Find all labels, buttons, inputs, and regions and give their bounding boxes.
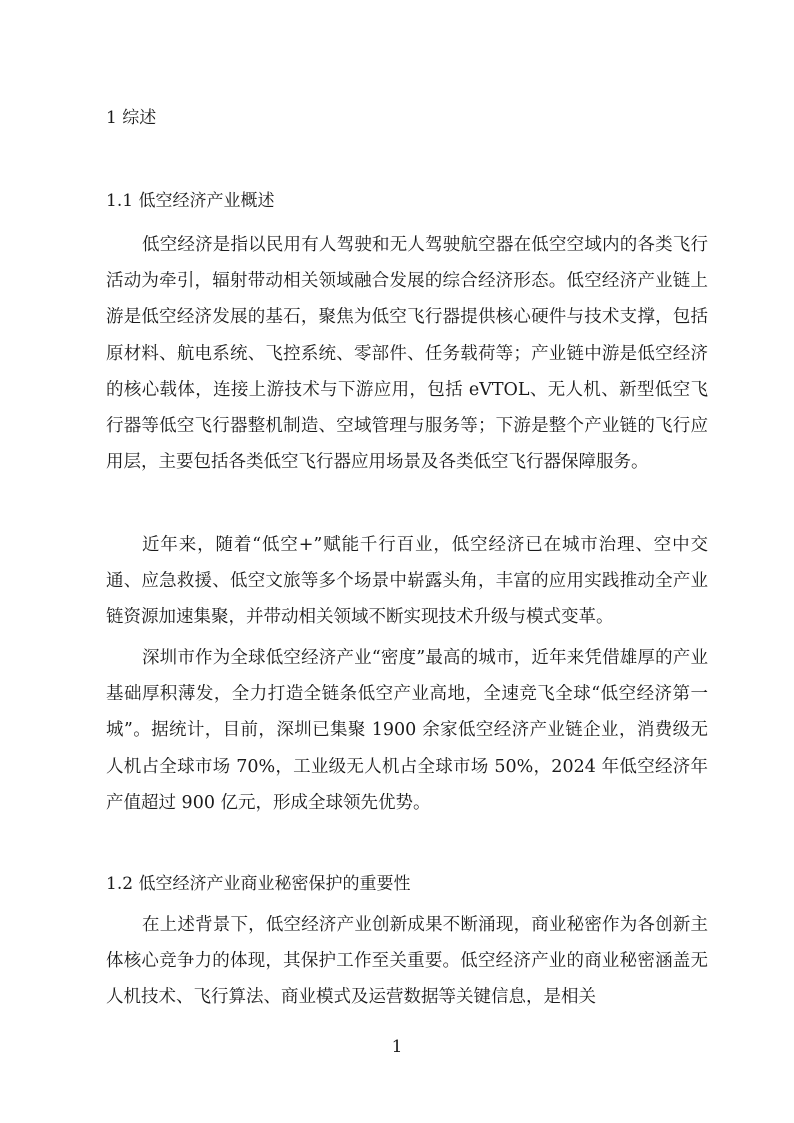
- paragraph-shenzhen: 深圳市作为全球低空经济产业“密度”最高的城市，近年来凭借雄厚的产业基础厚积薄发，全力打造全链条低空产业高地，全速竞飞全球“低空经济第一城”。据统计，目前，深圳已集聚 1900 余家低空经济产业链企业，消费级无人机占全球市场 70%，工业级无人机占全球市场 50%，2024 年低空经济年产值超过 900 亿元，形成全球领先优势。: [106, 648, 708, 813]
- paragraph-trade-secret-importance: 在上述背景下，低空经济产业创新成果不断涌现，商业秘密作为各创新主体核心竞争力的体现，其保护工作至关重要。低空经济产业的商业秘密涵盖无人机技术、飞行算法、商业模式及运营数据等关键信息，是相关: [106, 915, 708, 1008]
- page-number: 1: [391, 1037, 403, 1057]
- section-heading-1-2: 1.2 低空经济产业商业秘密保护的重要性: [106, 874, 411, 894]
- section-heading-1-1: 1.1 低空经济产业概述: [106, 191, 275, 211]
- section-heading-1: 1 综述: [106, 108, 157, 128]
- paragraph-industry-overview: 低空经济是指以民用有人驾驶和无人驾驶航空器在低空空域内的各类飞行活动为牵引，辐射带动相关领域融合发展的综合经济形态。低空经济产业链上游是低空经济发展的基石，聚焦为低空飞行器提供核心硬件与技术支撑，包括原材料、航电系统、飞控系统、零部件、任务载荷等；产业链中游是低空经济的核心载体，连接上游技术与下游应用，包括 eVTOL、无人机、新型低空飞行器等低空飞行器整机制造、空域管理与服务等；下游是整个产业链的飞行应用层，主要包括各类低空飞行器应用场景及各类低空飞行器保障服务。: [106, 235, 708, 473]
- paragraph-recent-development: 近年来，随着“低空+”赋能千行百业，低空经济已在城市治理、空中交通、应急救援、低空文旅等多个场景中崭露头角，丰富的应用实践推动全产业链资源加速集聚，并带动相关领域不断实现技术升级与模式变革。: [106, 535, 708, 628]
